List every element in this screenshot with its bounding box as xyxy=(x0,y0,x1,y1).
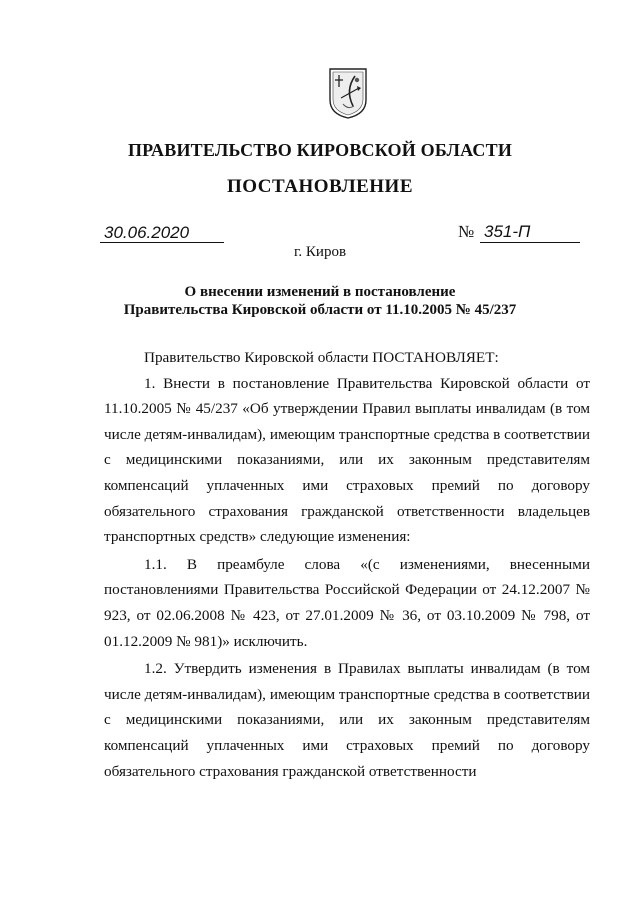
paragraph-preamble: Правительство Кировской области ПОСТАНОВЛЯЕТ: xyxy=(144,349,499,366)
document-date: 30.06.2020 xyxy=(100,224,224,243)
document-type: ПОСТАНОВЛЕНИЕ xyxy=(226,176,414,197)
subject-line-1: О внесении изменений в постановление xyxy=(184,284,456,300)
number-value: 351-П xyxy=(480,222,580,243)
paragraph-1-2: 1.2. Утвердить изменения в Правилах выплаты инвалидам (в том числе детям-инвалидам), имеющим транспортные средства в соответствии с медицинскими показаниями, или их законным представителям компенсаций уплаченных ими страховых премий по договору обязательного страхования гражданской ответственности xyxy=(104,660,590,780)
document-city: г. Киров xyxy=(293,244,347,260)
document-body xyxy=(104,345,590,784)
document-number xyxy=(458,222,584,243)
government-title: ПРАВИТЕЛЬСТВО КИРОВСКОЙ ОБЛАСТИ xyxy=(127,140,513,160)
kirov-coat-of-arms-icon xyxy=(327,66,369,120)
paragraph-1: 1. Внести в постановление Правительства Кировской области от 11.10.2005 № 45/237 «Об утверждении Правил выплаты инвалидам (в том числе детям-инвалидам), имеющим транспортные средства в соответствии с медицинскими показаниями, или их законным представителям компенсаций уплаченных ими страховых премий по договору обязательного страхования гражданской ответственности владельцев транспортных средств» следующие изменения: xyxy=(104,374,590,546)
subject-line-2: Правительства Кировской области от 11.10.2005 № 45/237 xyxy=(123,302,517,318)
document-subject xyxy=(0,283,640,319)
number-sign: № xyxy=(458,222,475,241)
paragraph-1-1: 1.1. В преамбуле слова «(с изменениями, внесенными постановлениями Правительства Российской Федерации от 24.12.2007 № 923, от 02.06.2008 № 423, от 27.01.2009 № 36, от 03.10.2009 № 798, от 01.12.2009 № 981)» исключить. xyxy=(104,555,590,650)
